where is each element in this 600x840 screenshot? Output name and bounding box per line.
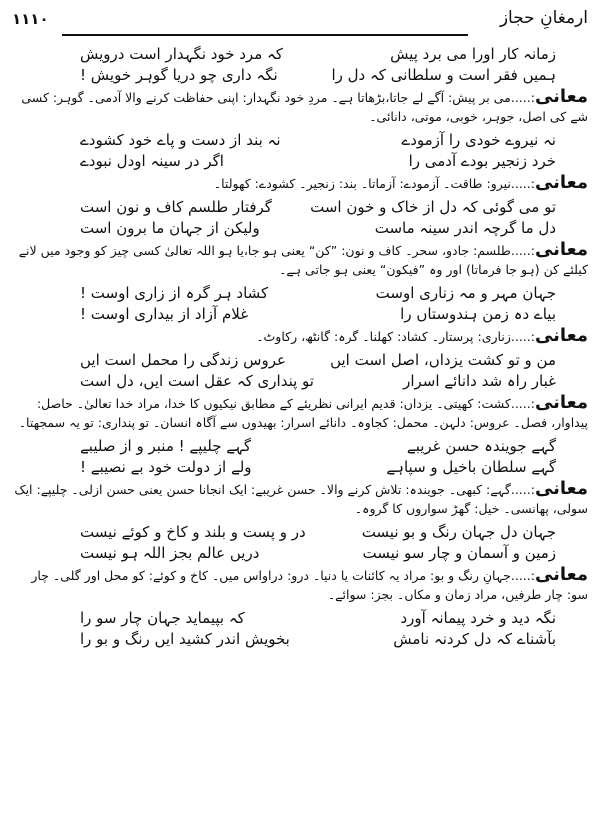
poem-block <box>10 436 588 518</box>
verse-second-half: عروس زندگی را محمل است ایں <box>80 351 286 369</box>
block-gap <box>10 650 588 654</box>
verse-second-half: گرفتار طلسم کاف و نون است <box>80 198 272 216</box>
meanings-label: معانی <box>534 325 588 346</box>
couplet <box>10 543 588 564</box>
meanings-text: :.....نیرو: طاقت۔ آزمودے: آزماتا۔ بند: زنجیر۔ کشودے: کھولتا۔ <box>213 176 535 191</box>
meanings-label: معانی <box>534 172 588 193</box>
meanings-label: معانی <box>534 478 588 499</box>
meanings-gloss <box>10 87 588 126</box>
verse-first-half: تو می گوئی کہ دل از خاک و خون است <box>310 198 556 216</box>
verse-second-half: دریں عالم بجز اللہ ہو نیست <box>80 544 260 562</box>
poem-block <box>10 197 588 279</box>
page-number: ۱۱۱۰ <box>12 10 49 28</box>
meanings-text: :.....زناری: پرستار۔ کشاد: کھلنا۔ گرہ: گانٹھ، رکاوٹ۔ <box>256 329 535 344</box>
couplet <box>10 522 588 543</box>
verse-second-half: ولیکن از جہان ما برون است <box>80 219 260 237</box>
poem-block <box>10 283 588 346</box>
meanings-label: معانی <box>534 392 588 413</box>
meanings-text: :.....گہے: کبھی۔ جویندہ: تلاش کرنے والا۔ حسن غریبے: ایک انجانا حسن یعنی حسن ازلی۔ چلیپے: ایک سولی، پھانسی۔ خیل: گھڑ سواروں کا گروہ۔ <box>14 482 588 516</box>
verse-second-half: تو پنداری کہ عقل است ایں، دل است <box>80 372 314 390</box>
verse-first-half: من و تو کشت یزداں، اصل است ایں <box>330 351 556 369</box>
meanings-gloss <box>10 240 588 279</box>
verse-first-half: زمانہ کار اورا می برد پیش <box>390 45 556 63</box>
couplet <box>10 457 588 478</box>
poem-block <box>10 350 588 432</box>
verse-second-half: ولے از دولت خود بے نصیبے ! <box>80 458 252 476</box>
poem-block <box>10 130 588 193</box>
couplet <box>10 218 588 239</box>
couplet <box>10 65 588 86</box>
couplet <box>10 350 588 371</box>
verse-second-half: نہ بند از دست و پاے خود کشودے <box>80 131 281 149</box>
meanings-text: :.....کشت: کھیتی۔ یزداں: قدیم ایرانی نظریئے کے مطابق نیکیوں کا خدا، مراد خدا تعالیٰ۔ حاصل: پیداوار، فصل۔ عروس: دلہن۔ محمل: کجاوہ۔ دانائے اسرار: بھیدوں سے آگاہ انسان۔ تو پنداری: تو یہ سمجھتا۔ <box>18 396 588 430</box>
meanings-gloss <box>10 479 588 518</box>
couplet <box>10 130 588 151</box>
header-rule <box>62 34 468 36</box>
verse-first-half: ہمیں فقر است و سلطانی کہ دل را <box>331 66 556 84</box>
verse-first-half: دل ما گرچہ اندر سینہ ماست <box>374 219 556 237</box>
verse-first-half: بیاے دہ زمن ہندوستاں را <box>400 305 556 323</box>
meanings-gloss <box>10 565 588 604</box>
meanings-text: :.....می بر پیش: آگے لے جاتا،بڑھاتا ہے۔ مردِ خود نگہدار: اپنی حفاظت کرنے والا آدمی۔ گوہر: کسی شے کی اصل، جوہر، خوبی، موتی، دانائی۔ <box>21 90 588 124</box>
couplet <box>10 436 588 457</box>
verse-second-half: اگر در سینہ اودل نبودے <box>80 152 224 170</box>
verse-second-half: کشاد ہر گرہ از زاری اوست ! <box>80 284 269 302</box>
meanings-text: :.....جہانِ رنگ و بو: مراد یہ کائنات یا دنیا۔ درو: دراواس میں۔ کاخ و کوئے: کو محل اور گلی۔ چار سو: چار طرفیں، مراد زمان و مکاں۔ بجز: سوائے۔ <box>31 568 588 602</box>
verse-second-half: غلام آزاد از بیداری اوست ! <box>80 305 249 323</box>
couplet <box>10 304 588 325</box>
verse-first-half: جہان مہر و مہ زناری اوست <box>375 284 556 302</box>
meanings-text: :.....طلسم: جادو، سحر۔ کاف و نون: ”کن“ یعنی ہو جا،یا ہو اللہ تعالیٰ کسی چیز کو وجود میں لانے کیلئے کن (ہو جا فرماتا) اور وہ ”فیکون“ یعنی ہو جاتی ہے۔ <box>18 243 588 277</box>
couplet <box>10 283 588 304</box>
meanings-gloss <box>10 173 588 193</box>
verse-first-half: گہے سلطان باخیل و سپاہے <box>386 458 556 476</box>
verse-second-half: در و پست و بلند و کاخ و کوئے نیست <box>80 523 306 541</box>
verse-first-half: نہ نیروے خودی را آزمودے <box>401 131 556 149</box>
verse-second-half: کہ بپیماید جہان چار سو را <box>80 609 245 627</box>
verse-first-half: گہے جویندہ حسن غریبے <box>406 437 556 455</box>
verse-second-half: نگہ داری چو دریا گوہر خویش ! <box>80 66 278 84</box>
couplet <box>10 44 588 65</box>
poem-block <box>10 522 588 604</box>
meanings-label: معانی <box>534 86 588 107</box>
meanings-gloss <box>10 393 588 432</box>
couplet <box>10 371 588 392</box>
page-content <box>10 44 588 834</box>
couplet <box>10 629 588 650</box>
verse-first-half: زمین و آسمان و چار سو نیست <box>362 544 556 562</box>
meanings-label: معانی <box>534 564 588 585</box>
verse-second-half: بخویش اندر کشید ایں رنگ و بو را <box>80 630 290 648</box>
verse-first-half: جہان دل جہان رنگ و بو نیست <box>361 523 556 541</box>
meanings-label: معانی <box>534 239 588 260</box>
running-title: ارمغانِ حجاز <box>499 8 588 28</box>
verse-second-half: کہ مرد خود نگہدار است درویش <box>80 45 283 63</box>
verse-first-half: خرد زنجیر بودے آدمی را <box>408 152 556 170</box>
meanings-gloss <box>10 326 588 346</box>
verse-first-half: بآشناے کہ دل کردنہ نامش <box>393 630 556 648</box>
couplet <box>10 151 588 172</box>
couplet <box>10 197 588 218</box>
couplet <box>10 608 588 629</box>
poem-block <box>10 44 588 126</box>
verse-first-half: نگہ دید و خرد پیمانہ آورد <box>400 609 556 627</box>
page-header <box>12 8 588 38</box>
poem-block <box>10 608 588 654</box>
verse-first-half: غبار راہ شد دانائے اسرار <box>403 372 556 390</box>
verse-second-half: گہے چلیپے ! منبر و از صلیبے <box>80 437 251 455</box>
